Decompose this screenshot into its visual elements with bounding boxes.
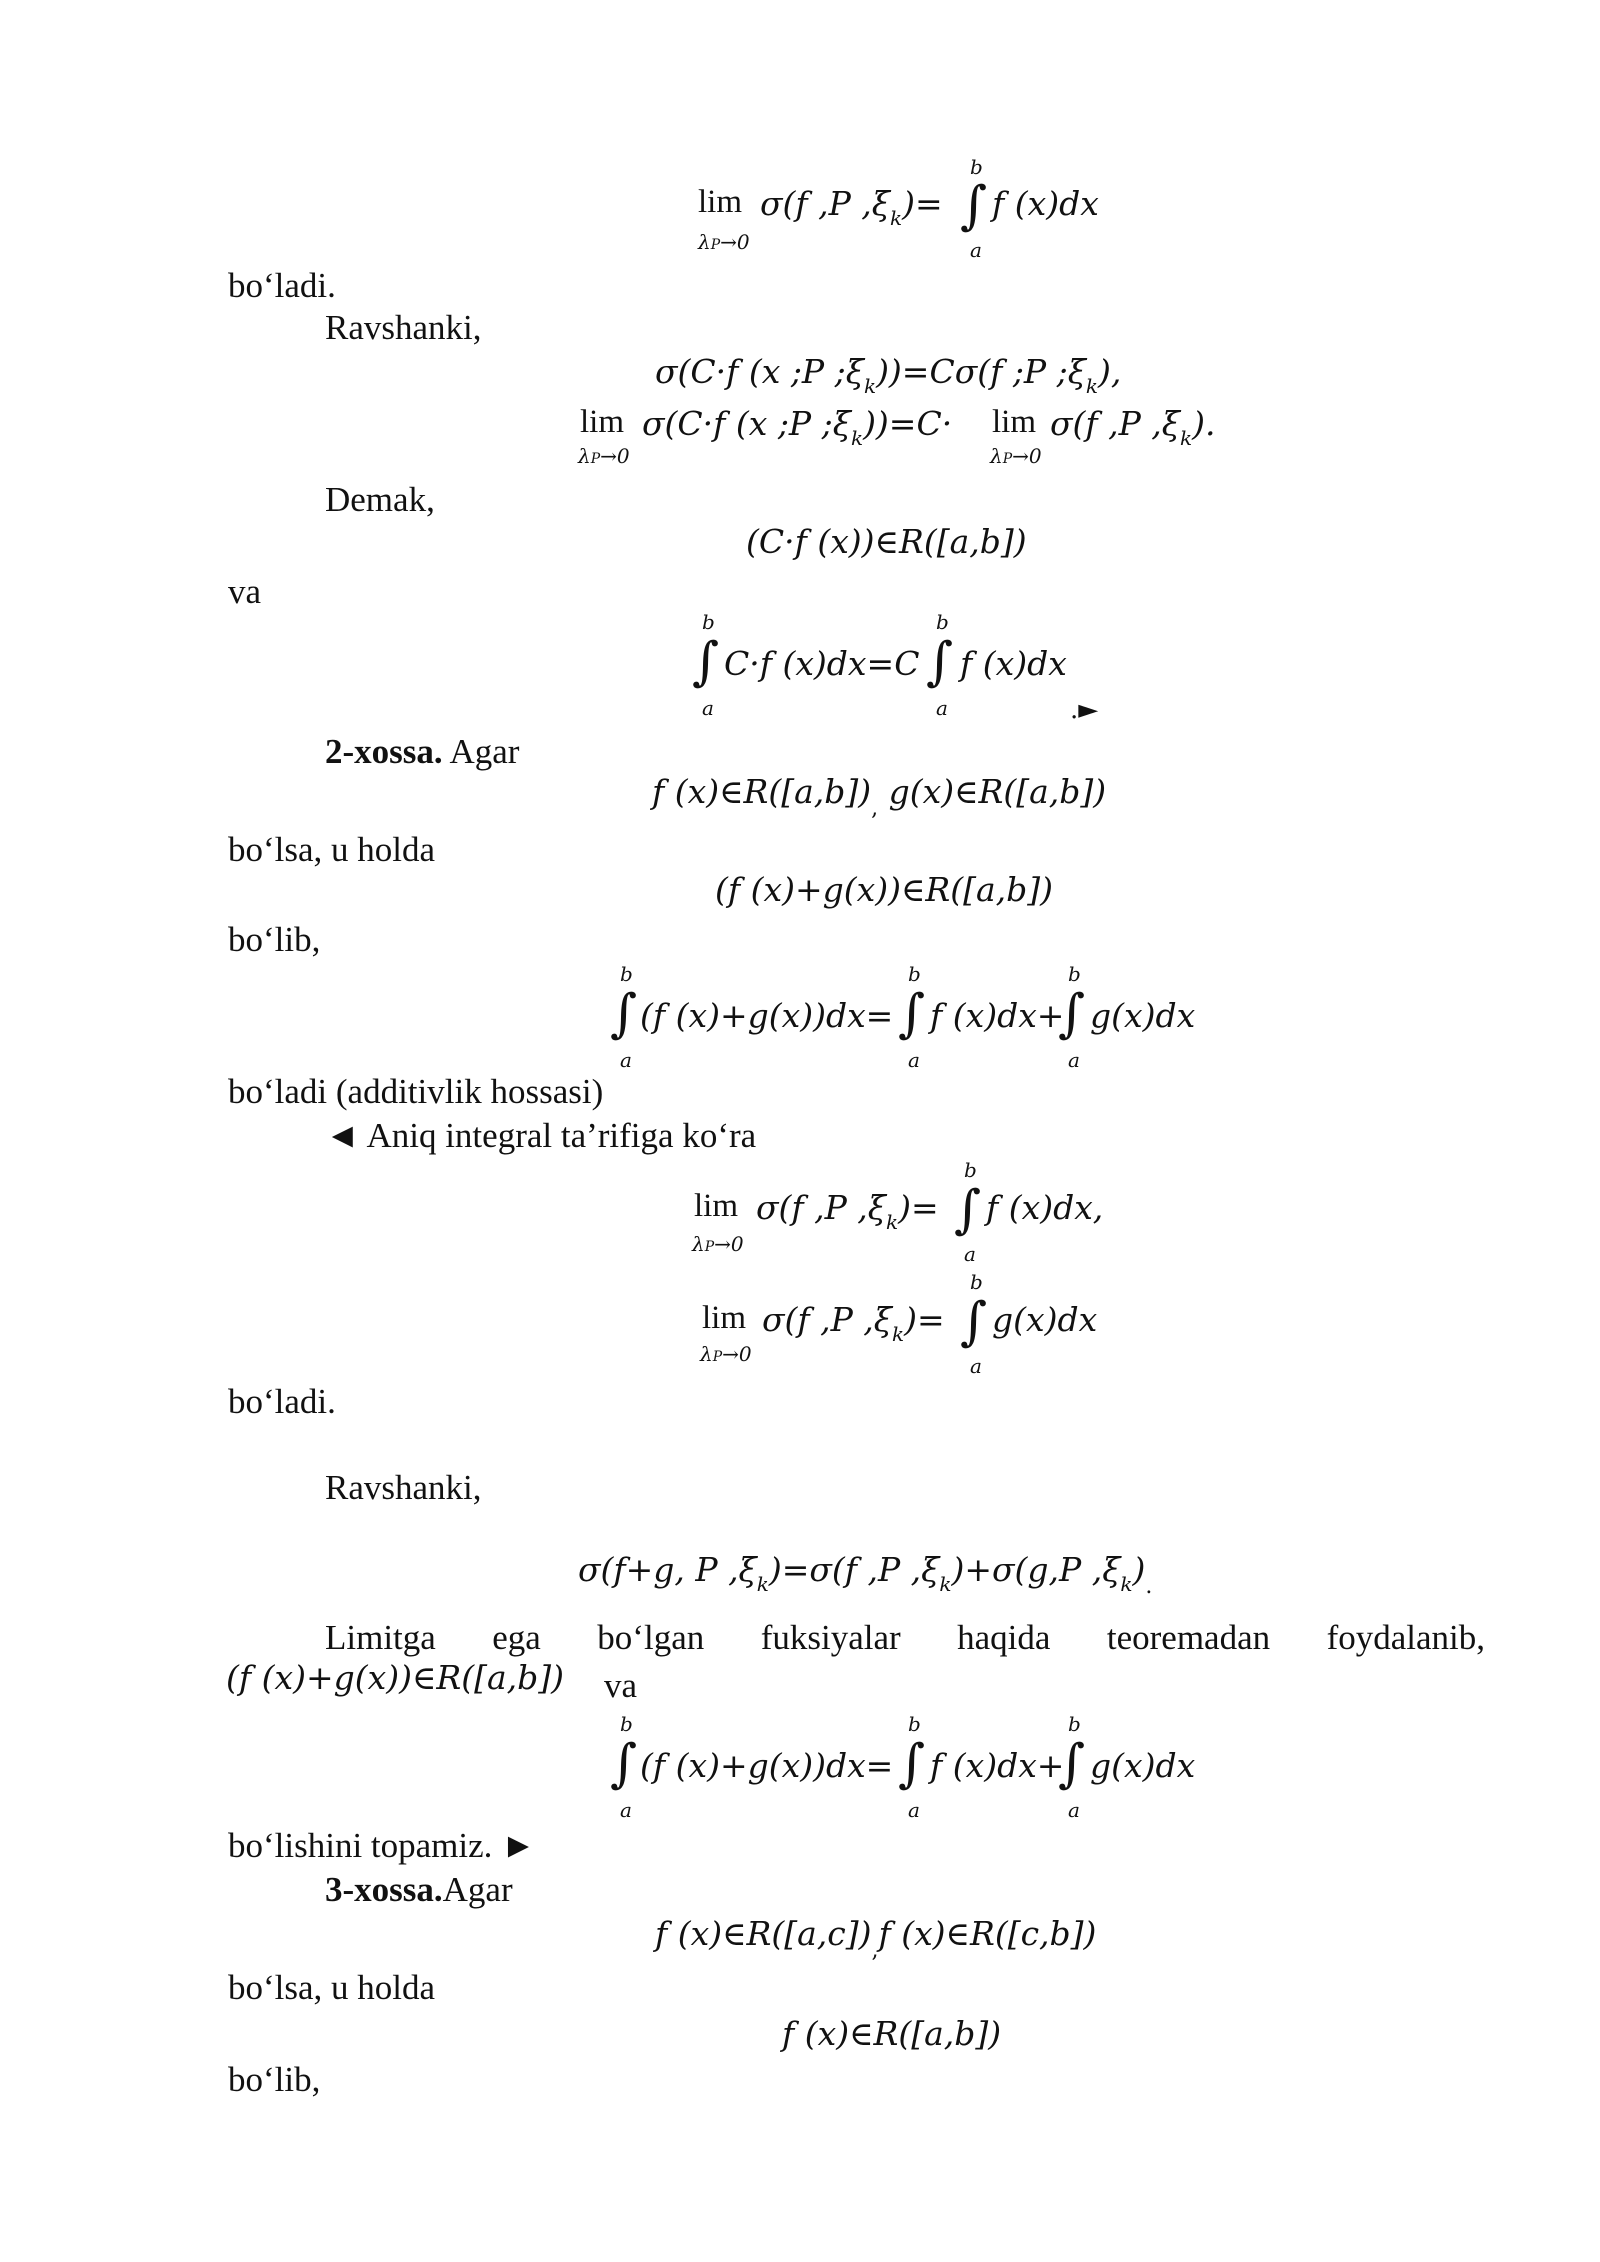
formula-f-g-in-r: f $(x)\in R([a,b])_,$ g(x)∈R([a,b]) <box>652 772 1107 821</box>
text-bolib-2: bo‘lib, <box>228 2060 321 2099</box>
text-xossa2 <box>325 732 519 772</box>
text-bolsa-uholda-2: bo‘lsa, u holda <box>228 1968 436 2007</box>
text-va-2: va <box>604 1666 638 1705</box>
text-bolsa-uholda-1: bo‘lsa, u holda <box>228 830 436 869</box>
formula-cf-in-r: (C·f (x))∈R([a,b]) <box>746 522 1027 561</box>
xossa3-title: 3-xossa. <box>325 1870 443 1909</box>
text-boladi-1: bo‘ladi. <box>228 266 336 305</box>
formula-f-plus-g-in-r-2: (f (x)+g(x))∈R([a,b]) <box>226 1658 565 1697</box>
text-boladi-2: bo‘ladi. <box>228 1382 336 1421</box>
formula-f-in-r-ac-cb: f $(x)\in R([a,c])_,f$ (x)∈R([c,b]) <box>655 1914 1097 1963</box>
formula-f-in-r-ab: f (x)∈R([a,b]) <box>782 2014 1002 2053</box>
text-xossa3 <box>325 1870 513 1910</box>
text-bolishini: bo‘lishini topamiz. ► <box>228 1826 536 1865</box>
text-aniq-integral: ◄ Aniq integral ta’rifiga ko‘ra <box>325 1116 757 1155</box>
formula-sigma-sum: σ(f+g, P $,\xi_k)=\sigma(f$ ,P $,\xi_k)+\sigma(g,P$ $,\xi_k)_.$ <box>578 1550 1153 1599</box>
text-boladi-additiv: bo‘ladi (additivlik hossasi) <box>228 1072 604 1111</box>
text-limitga: Limitga ega bo‘lgan fuksiyalar haqida teoremadan foydalanib, <box>325 1618 1485 1657</box>
formula-f-plus-g-in-r: (f (x)+g(x))∈R([a,b]) <box>715 870 1054 909</box>
xossa2-agar: Agar <box>449 732 520 771</box>
xossa3-agar: Agar <box>442 1870 513 1909</box>
text-va-1: va <box>228 572 262 611</box>
xossa2-title: 2-xossa. <box>325 732 443 771</box>
text-ravshanki-2: Ravshanki, <box>325 1468 482 1507</box>
text-bolib-1: bo‘lib, <box>228 920 321 959</box>
text-demak: Demak, <box>325 480 435 519</box>
formula-sigma-cf: σ(C·f (x ;P $;\xi_k))=C\sigma(f$ ;P $;\xi_k$), <box>655 352 1122 398</box>
text-ravshanki-1: Ravshanki, <box>325 308 482 347</box>
